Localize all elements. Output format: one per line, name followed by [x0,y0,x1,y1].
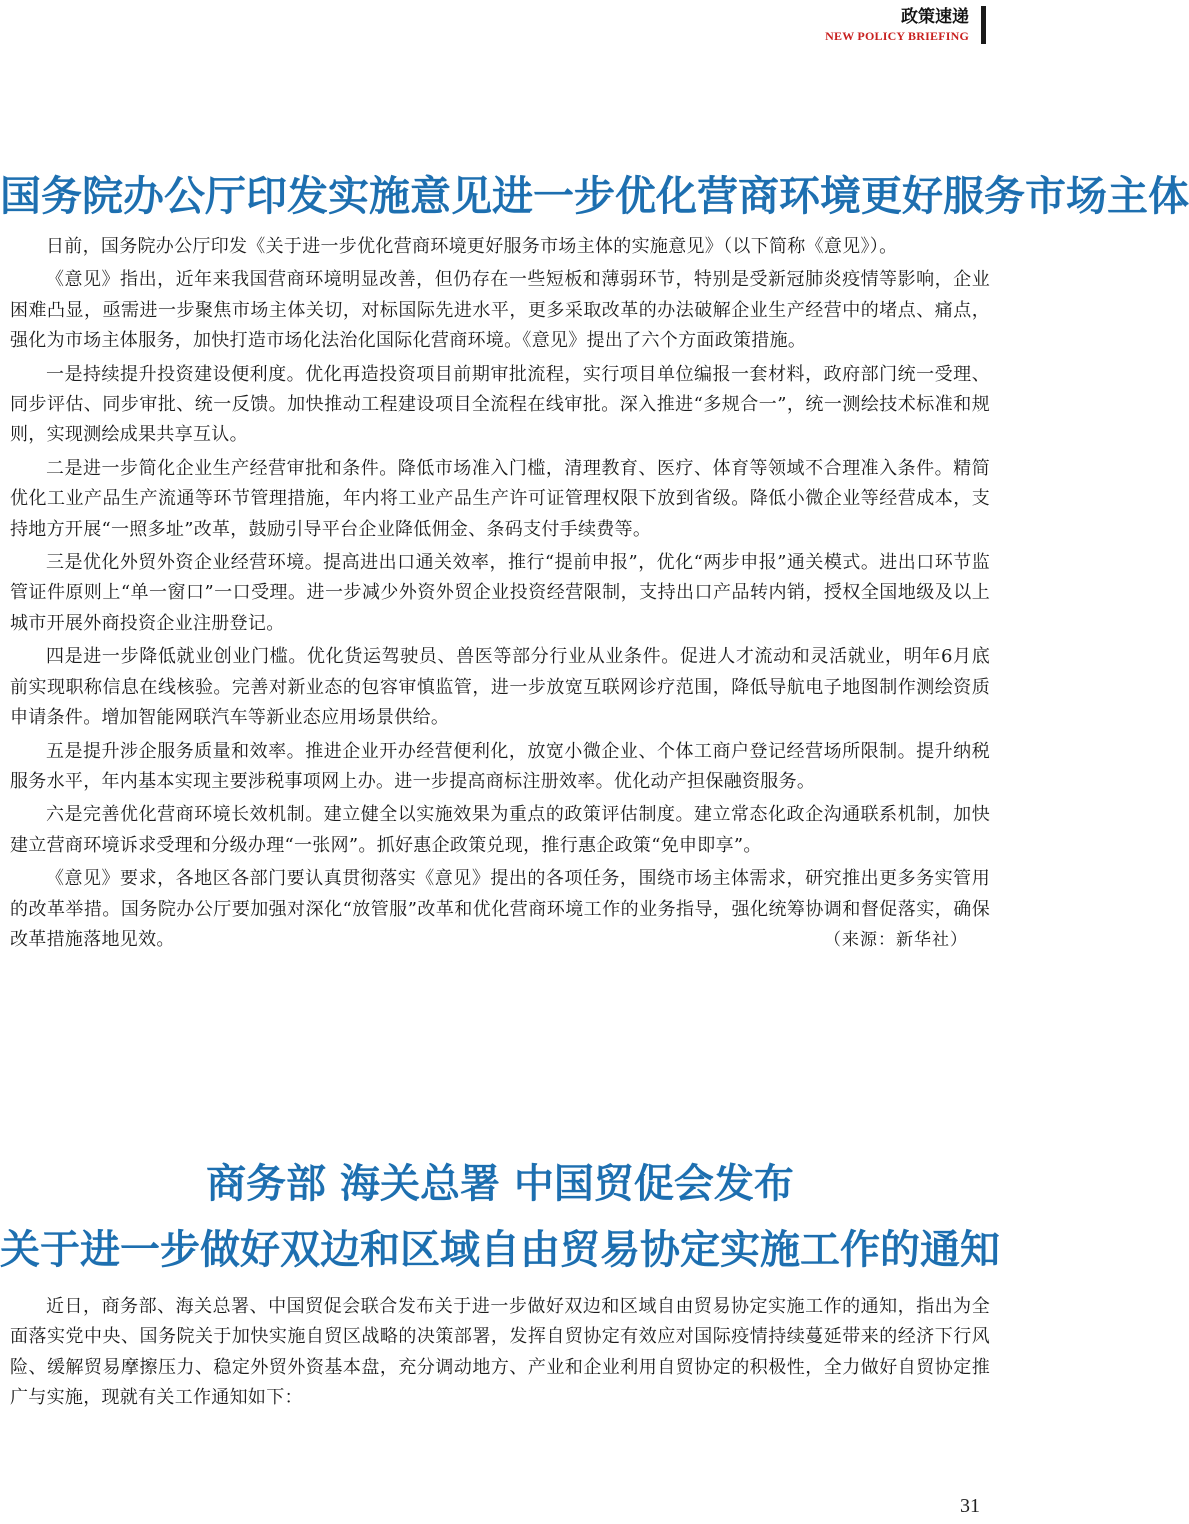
article2-title-line2: 关于进一步做好双边和区域自由贸易协定实施工作的通知 [0,1227,1000,1273]
article1-paragraph-8: 六是完善优化营商环境长效机制。建立健全以实施效果为重点的政策评估制度。建立常态化政企沟通联系机制，加快建立营商环境诉求受理和分级办理“一张网”。抓好惠企政策兑现，推行惠企政策“免申即享”。 [10,804,990,856]
article1-title: 国务院办公厅印发实施意见进一步优化营商环境更好服务市场主体 [0,172,1189,220]
article1-body [10,232,990,955]
article2-paragraph-1: 近日，商务部、海关总署、中国贸促会联合发布关于进一步做好双边和区域自由贸易协定实施工作的通知，指出为全面落实党中央、国务院关于加快实施自贸区战略的决策部署，发挥自贸协定有效应对国际疫情持续蔓延带来的经济下行风险、缓解贸易摩擦压力、稳定外贸外资基本盘，充分调动地方、产业和企业利用自贸协定的积极性，全力做好自贸协定推广与实施，现就有关工作通知如下： [10,1296,990,1409]
article1-paragraph-9: 《意见》要求，各地区各部门要认真贯彻落实《意见》提出的各项任务，围绕市场主体需求，研究推出更多务实管用的改革举措。国务院办公厅要加强对深化“放管服”改革和优化营商环境工作的业务指导，强化统筹协调和督促落实，确保改革措施落地见效。 [10,868,990,950]
article2-title-line1: 商务部 海关总署 中国贸促会发布 [206,1161,794,1207]
section-title-en: NEW POLICY BRIEFING [825,29,969,43]
article1-paragraph-6: 四是进一步降低就业创业门槛。优化货运驾驶员、兽医等部分行业从业条件。促进人才流动和灵活就业，明年6月底前实现职称信息在线核验。完善对新业态的包容审慎监管，进一步放宽互联网诊疗范围，降低导航电子地图制作测绘资质申请条件。增加智能网联汽车等新业态应用场景供给。 [10,646,990,729]
article1-paragraph-7: 五是提升涉企服务质量和效率。推进企业开办经营便利化，放宽小微企业、个体工商户登记经营场所限制。提升纳税服务水平，年内基本实现主要涉税事项网上办。进一步提高商标注册效率。优化动产担保融资服务。 [10,740,990,792]
article1-paragraph-3: 一是持续提升投资建设便利度。优化再造投资项目前期审批流程，实行项目单位编报一套材料，政府部门统一受理、同步评估、同步审批、统一反馈。加快推动工程建设项目全流程在线审批。深入推进“多规合一”，统一测绘技术标准和规则，实现测绘成果共享互认。 [10,363,990,446]
article1-paragraph-4: 二是进一步简化企业生产经营审批和条件。降低市场准入门槛，清理教育、医疗、体育等领域不合理准入条件。精简优化工业产品生产流通等环节管理措施，年内将工业产品生产许可证管理权限下放到省级。降低小微企业等经营成本，支持地方开展“一照多址”改革，鼓励引导平台企业降低佣金、条码支付手续费等。 [10,457,990,540]
running-header [825,6,986,44]
article2-body [10,1292,990,1414]
article1-paragraph-2: 《意见》指出，近年来我国营商环境明显改善，但仍存在一些短板和薄弱环节，特别是受新冠肺炎疫情等影响，企业困难凸显，亟需进一步聚焦市场主体关切，对标国际先进水平，更多采取改革的办法破解企业生产经营中的堵点、痛点，强化为市场主体服务，加快打造市场化法治化国际化营商环境。《意见》提出了六个方面政策措施。 [10,269,990,352]
article1-paragraph-1: 日前，国务院办公厅印发《关于进一步优化营商环境更好服务市场主体的实施意见》（以下简称《意见》）。 [46,236,898,257]
section-title-cn: 政策速递 [901,7,969,27]
source-line [10,864,990,955]
article1-source: （来源：新华社） [824,930,968,951]
article1-paragraph-5: 三是优化外贸外资企业经营环境。提高进出口通关效率，推行“提前申报”，优化“两步申报”通关模式。进出口环节监管证件原则上“单一窗口”一口受理。进一步减少外资外贸企业投资经营限制，支持出口产品转内销，授权全国地级及以上城市开展外商投资企业注册登记。 [10,552,990,634]
page-number: 31 [960,1495,980,1517]
